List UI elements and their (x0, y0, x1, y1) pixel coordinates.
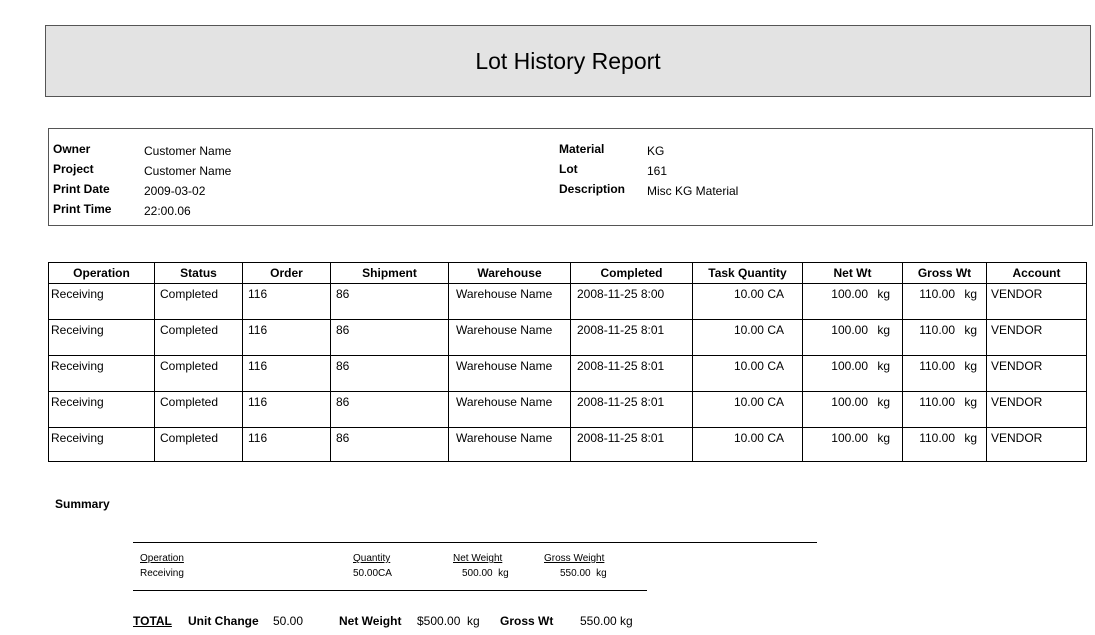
total-label: TOTAL (133, 614, 172, 628)
cell-status: Completed (155, 356, 243, 392)
gross-wt-value: 110.00 (919, 287, 955, 301)
cell-account: VENDOR (987, 284, 1087, 320)
column-header-completed: Completed (571, 263, 693, 284)
table-header-row (49, 263, 1087, 284)
summary-row-gross-weight: 550.00 kg (560, 568, 607, 579)
description-value: Misc KG Material (647, 184, 739, 198)
cell-order: 116 (243, 428, 331, 462)
cell-completed: 2008-11-25 8:01 (571, 392, 693, 428)
description-label: Description (559, 182, 626, 196)
cell-completed: 2008-11-25 8:01 (571, 356, 693, 392)
cell-warehouse: Warehouse Name (449, 284, 571, 320)
cell-shipment: 86 (331, 428, 449, 462)
cell-account: VENDOR (987, 320, 1087, 356)
lot-value: 161 (647, 164, 668, 178)
table-row (49, 320, 1087, 356)
net-wt-value: 100.00 (831, 359, 868, 373)
cell-status: Completed (155, 284, 243, 320)
cell-warehouse: Warehouse Name (449, 392, 571, 428)
cell-status: Completed (155, 428, 243, 462)
cell-status: Completed (155, 320, 243, 356)
cell-shipment: 86 (331, 392, 449, 428)
net-wt-value: 100.00 (831, 323, 868, 337)
cell-operation: Receiving (49, 356, 155, 392)
cell-task-quantity: 10.00 CA (693, 284, 803, 320)
gross-wt-unit: kg (964, 395, 977, 409)
column-header-operation: Operation (49, 263, 155, 284)
summary-bottom-rule (133, 590, 647, 591)
cell-shipment: 86 (331, 320, 449, 356)
cell-shipment: 86 (331, 356, 449, 392)
net-weight-total-value: $500.00 kg (417, 614, 480, 628)
cell-task-quantity: 10.00 CA (693, 356, 803, 392)
net-weight-total-label: Net Weight (339, 614, 402, 628)
summary-col-gross-weight: Gross Weight (544, 553, 605, 564)
gross-wt-total-label: Gross Wt (500, 614, 554, 628)
cell-net-wt (803, 320, 903, 356)
cell-warehouse: Warehouse Name (449, 356, 571, 392)
lot-label: Lot (559, 162, 578, 176)
column-header-task-quantity: Task Quantity (693, 263, 803, 284)
cell-gross-wt (903, 428, 987, 462)
net-wt-unit: kg (877, 287, 890, 301)
project-label: Project (53, 162, 94, 176)
cell-warehouse: Warehouse Name (449, 428, 571, 462)
net-wt-value: 100.00 (831, 395, 868, 409)
cell-warehouse: Warehouse Name (449, 320, 571, 356)
cell-shipment: 86 (331, 284, 449, 320)
cell-net-wt (803, 284, 903, 320)
report-info-panel (48, 128, 1093, 226)
gross-wt-unit: kg (964, 359, 977, 373)
material-label: Material (559, 142, 605, 156)
net-wt-value: 100.00 (831, 287, 868, 301)
cell-completed: 2008-11-25 8:01 (571, 428, 693, 462)
column-header-account: Account (987, 263, 1087, 284)
cell-gross-wt (903, 284, 987, 320)
column-header-shipment: Shipment (331, 263, 449, 284)
summary-row-quantity: 50.00CA (353, 568, 392, 579)
project-value: Customer Name (144, 164, 232, 178)
owner-value: Customer Name (144, 144, 232, 158)
gross-wt-value: 110.00 (919, 323, 955, 337)
unit-change-label: Unit Change (188, 614, 259, 628)
summary-col-quantity: Quantity (353, 553, 391, 564)
gross-wt-value: 110.00 (919, 395, 955, 409)
cell-account: VENDOR (987, 392, 1087, 428)
lot-history-table (48, 262, 1087, 462)
column-header-status: Status (155, 263, 243, 284)
cell-account: VENDOR (987, 428, 1087, 462)
summary-col-net-weight: Net Weight (453, 553, 503, 564)
summary-top-rule (133, 542, 817, 543)
column-header-net-wt: Net Wt (803, 263, 903, 284)
cell-account: VENDOR (987, 356, 1087, 392)
cell-gross-wt (903, 356, 987, 392)
cell-net-wt (803, 428, 903, 462)
net-wt-value: 100.00 (831, 431, 868, 445)
gross-wt-unit: kg (964, 323, 977, 337)
table-row (49, 284, 1087, 320)
print-time-label: Print Time (53, 202, 112, 216)
gross-wt-unit: kg (964, 287, 977, 301)
net-wt-unit: kg (877, 323, 890, 337)
gross-wt-total-value: 550.00 kg (580, 614, 633, 628)
cell-completed: 2008-11-25 8:00 (571, 284, 693, 320)
cell-status: Completed (155, 392, 243, 428)
net-wt-unit: kg (877, 431, 890, 445)
table-row (49, 392, 1087, 428)
print-time-value: 22:00.06 (144, 204, 191, 218)
cell-task-quantity: 10.00 CA (693, 320, 803, 356)
gross-wt-unit: kg (964, 431, 977, 445)
summary-heading: Summary (55, 497, 110, 511)
cell-net-wt (803, 392, 903, 428)
report-title: Lot History Report (475, 47, 661, 74)
cell-completed: 2008-11-25 8:01 (571, 320, 693, 356)
cell-order: 116 (243, 392, 331, 428)
cell-net-wt (803, 356, 903, 392)
cell-gross-wt (903, 320, 987, 356)
cell-order: 116 (243, 284, 331, 320)
cell-operation: Receiving (49, 392, 155, 428)
net-wt-unit: kg (877, 395, 890, 409)
column-header-warehouse: Warehouse (449, 263, 571, 284)
net-wt-unit: kg (877, 359, 890, 373)
cell-task-quantity: 10.00 CA (693, 392, 803, 428)
cell-gross-wt (903, 392, 987, 428)
cell-operation: Receiving (49, 428, 155, 462)
gross-wt-value: 110.00 (919, 431, 955, 445)
cell-order: 116 (243, 320, 331, 356)
print-date-value: 2009-03-02 (144, 184, 206, 198)
gross-wt-value: 110.00 (919, 359, 955, 373)
table-row (49, 428, 1087, 462)
cell-operation: Receiving (49, 320, 155, 356)
unit-change-value: 50.00 (273, 614, 304, 628)
print-date-label: Print Date (53, 182, 110, 196)
cell-task-quantity: 10.00 CA (693, 428, 803, 462)
table-row (49, 356, 1087, 392)
material-value: KG (647, 144, 665, 158)
column-header-order: Order (243, 263, 331, 284)
cell-operation: Receiving (49, 284, 155, 320)
summary-row-operation: Receiving (140, 568, 184, 579)
cell-order: 116 (243, 356, 331, 392)
summary-col-operation: Operation (140, 553, 184, 564)
report-title-banner (45, 25, 1091, 97)
owner-label: Owner (53, 142, 91, 156)
column-header-gross-wt: Gross Wt (903, 263, 987, 284)
summary-row-net-weight: 500.00 kg (462, 568, 509, 579)
